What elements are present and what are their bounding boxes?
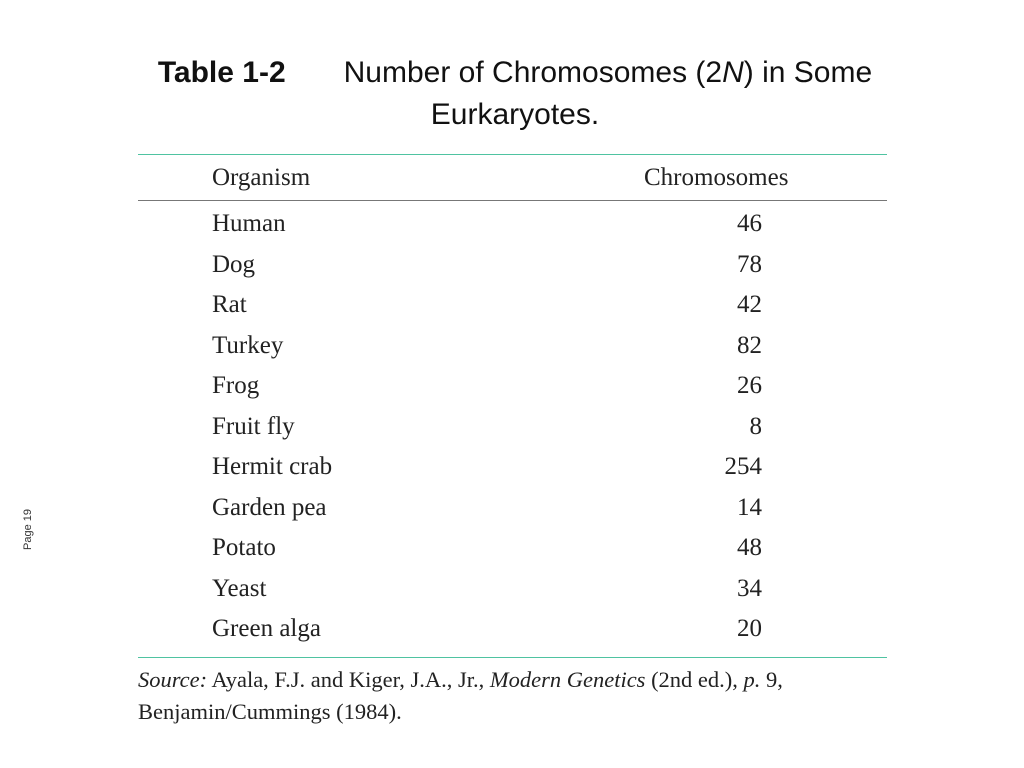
source-label: Source:	[138, 667, 208, 692]
chromosome-count-cell: 14	[737, 493, 762, 521]
source-book-title: Modern Genetics	[489, 667, 646, 692]
organism-cell: Hermit crab	[212, 453, 333, 481]
organism-cell: Dog	[212, 250, 256, 278]
page-number	[22, 509, 34, 550]
table-row	[138, 569, 887, 610]
table-number: Table 1-2	[157, 56, 286, 89]
source-rest: 9, Benjamin/Cummings (1984).	[138, 667, 783, 724]
chromosome-table	[138, 154, 887, 658]
organism-cell: Frog	[212, 372, 260, 400]
table-row	[138, 326, 887, 367]
chromosome-count-cell: 42	[737, 291, 762, 319]
chromosome-count-cell: 78	[737, 250, 762, 278]
organism-cell: Rat	[212, 291, 247, 319]
chromosome-count-cell: 26	[737, 372, 762, 400]
table-header-row	[138, 155, 887, 200]
table-row	[138, 285, 887, 326]
table-bottom-rule	[138, 657, 887, 658]
table-body	[138, 201, 887, 657]
source-page-abbrev: p.	[743, 667, 761, 692]
source-note	[138, 664, 898, 728]
organism-cell: Fruit fly	[212, 412, 295, 440]
page-number-value: 19	[22, 509, 34, 522]
table-row	[138, 407, 887, 448]
title-text-start: Number of Chromosomes (2	[343, 56, 723, 89]
title-text-end: ) in Some	[743, 56, 873, 89]
page-number-label: Page	[22, 524, 34, 550]
table-row	[138, 528, 887, 569]
chromosome-count-cell: 254	[724, 453, 762, 481]
source-authors: Ayala, F.J. and Kiger, J.A., Jr.,	[207, 667, 490, 692]
organism-cell: Human	[212, 210, 286, 238]
table-row	[138, 447, 887, 488]
chromosome-count-cell: 82	[737, 331, 762, 359]
slide-title	[60, 52, 970, 136]
table-row	[138, 609, 887, 650]
organism-cell: Potato	[212, 534, 276, 562]
table-row	[138, 245, 887, 286]
chromosome-count-cell: 34	[737, 574, 762, 602]
chromosome-count-cell: 46	[737, 210, 762, 238]
title-text-line2: Eurkaryotes.	[430, 98, 600, 131]
chromosome-count-cell: 20	[737, 615, 762, 643]
header-organism: Organism	[212, 163, 311, 191]
chromosome-count-cell: 48	[737, 534, 762, 562]
table-row	[138, 366, 887, 407]
organism-cell: Yeast	[212, 574, 267, 602]
organism-cell: Green alga	[212, 615, 321, 643]
chromosome-count-cell: 8	[749, 412, 762, 440]
source-edition: (2nd ed.),	[645, 667, 744, 692]
table-row	[138, 204, 887, 245]
title-italic-symbol: N	[722, 56, 744, 89]
header-chromosomes: Chromosomes	[644, 163, 789, 191]
organism-cell: Garden pea	[212, 493, 327, 521]
organism-cell: Turkey	[212, 331, 284, 359]
table-row	[138, 488, 887, 529]
